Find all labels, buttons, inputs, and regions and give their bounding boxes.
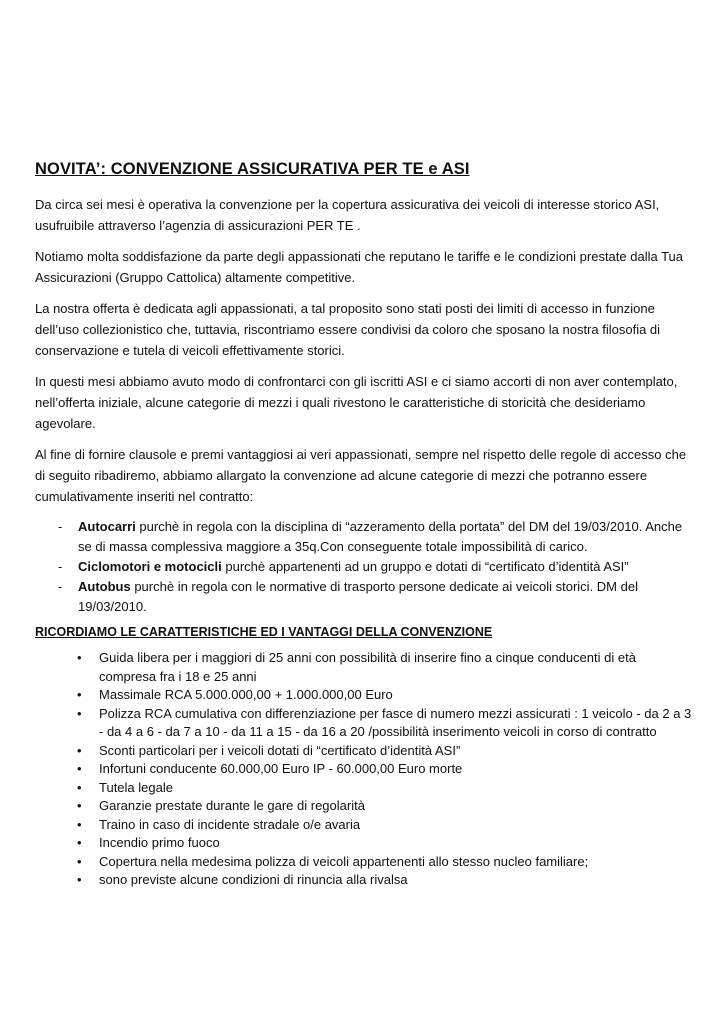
advantage-text: Sconti particolari per i veicoli dotati di “certificato d’identità ASI”	[99, 742, 461, 758]
bullet-marker: •	[77, 853, 82, 869]
advantage-text: Guida libera per i maggiori di 25 anni con possibilità di inserire fino a cinque conducenti di età compresa fra i 18 e 25 anni	[99, 650, 636, 684]
dash-marker: -	[58, 559, 63, 574]
paragraph-feedback: In questi mesi abbiamo avuto modo di confrontarci con gli iscritti ASI e ci siamo accorti di non aver contemplato, nell’offerta iniziale, alcune categorie di mezzi i quali rivestono le caratteristiche di storicità che desideriamo agevolare.	[35, 374, 678, 431]
document-title: NOVITA’: CONVENZIONE ASSICURATIVA PER TE e ASI	[35, 160, 470, 178]
vehicle-categories-list	[35, 517, 695, 617]
list-item	[35, 816, 695, 835]
advantage-text: Polizza RCA cumulativa con differenziazione per fasce di numero mezzi assicurati : 1 veicolo - da 2 a 3 - da 4 a 6 - da 7 a 10 - da 11 a 15 - da 16 a 20 /possibilità inserimento veicoli in corso di contratto	[99, 705, 692, 739]
bullet-marker: •	[77, 779, 82, 795]
list-item	[35, 853, 695, 872]
bullet-marker: •	[77, 650, 82, 665]
category-description: purchè appartenenti ad un gruppo e dotati di “certificato d’identità ASI”	[221, 559, 629, 574]
category-name: Autocarri	[78, 519, 136, 534]
dash-marker: -	[58, 579, 63, 594]
document-content	[35, 160, 695, 890]
advantage-text: Tutela legale	[99, 779, 173, 795]
advantage-text: Massimale RCA 5.000.000,00 + 1.000.000,00 Euro	[99, 687, 393, 702]
advantages-list	[35, 649, 695, 890]
advantage-text: Copertura nella medesima polizza di veicoli appartenenti allo stesso nucleo familiare;	[99, 853, 589, 869]
list-item	[35, 705, 695, 742]
list-item	[35, 742, 695, 761]
list-item	[35, 871, 695, 890]
bullet-marker: •	[77, 742, 82, 758]
bullet-marker: •	[77, 761, 82, 776]
paragraph-extension: Al fine di fornire clausole e premi vantaggiosi ai veri appassionati, sempre nel rispetto delle regole di accesso che di seguito ribadiremo, abbiamo allargato la convenzione ad alcune categorie di mezzi che potranno essere cumulativamente inseriti nel contratto:	[35, 447, 687, 504]
advantage-text: sono previste alcune condizioni di rinuncia alla rivalsa	[99, 872, 408, 887]
advantage-text: Garanzie prestate durante le gare di regolarità	[99, 798, 365, 813]
list-item	[35, 686, 695, 705]
list-item	[35, 834, 695, 853]
dash-marker: -	[58, 519, 63, 534]
bullet-marker: •	[77, 835, 82, 850]
category-name: Autobus	[78, 579, 131, 594]
category-description: purchè in regola con la disciplina di “azzeramento della portata” del DM del 19/03/2010. Anche se di massa complessiva maggiore a 35q.Con conseguente totale impossibilità di carico.	[78, 519, 683, 554]
paragraph-satisfaction: Notiamo molta soddisfazione da parte degli appassionati che reputano le tariffe e le condizioni prestate dalla Tua Assicurazioni (Gruppo Cattolica) altamente competitive.	[35, 249, 684, 285]
paragraph-offer: La nostra offerta è dedicata agli appassionati, a tal proposito sono stati posti dei limiti di accesso in funzione dell’uso collezionistico che, tuttavia, riscontriamo essere condivisi da coloro che sposano la nostra filosofia di conservazione e tutela di veicoli effettivamente storici.	[35, 301, 661, 358]
section-subtitle: RICORDIAMO LE CARATTERISTICHE ED I VANTAGGI DELLA CONVENZIONE	[35, 625, 493, 639]
list-item	[35, 760, 695, 779]
list-item-autocarri	[35, 517, 695, 557]
list-item	[35, 797, 695, 816]
bullet-marker: •	[77, 816, 82, 832]
bullet-marker: •	[77, 687, 82, 702]
list-item	[35, 779, 695, 798]
advantage-text: Traino in caso di incidente stradale o/e avaria	[99, 816, 361, 832]
list-item	[35, 649, 695, 686]
bullet-marker: •	[77, 798, 82, 813]
category-name: Ciclomotori e motocicli	[78, 559, 222, 574]
list-item-autobus	[35, 577, 695, 617]
advantage-text: Incendio primo fuoco	[99, 835, 220, 850]
paragraph-intro: Da circa sei mesi è operativa la convenzione per la copertura assicurativa dei veicoli di interesse storico ASI, usufruibile attraverso l’agenzia di assicurazioni PER TE .	[35, 197, 660, 233]
list-item-ciclomotori	[35, 557, 695, 577]
bullet-marker: •	[77, 705, 82, 721]
advantage-text: Infortuni conducente 60.000,00 Euro IP - 60.000,00 Euro morte	[99, 761, 463, 776]
category-description: purchè in regola con le normative di trasporto persone dedicate ai veicoli storici. DM del 19/03/2010.	[78, 579, 638, 614]
bullet-marker: •	[77, 872, 82, 887]
